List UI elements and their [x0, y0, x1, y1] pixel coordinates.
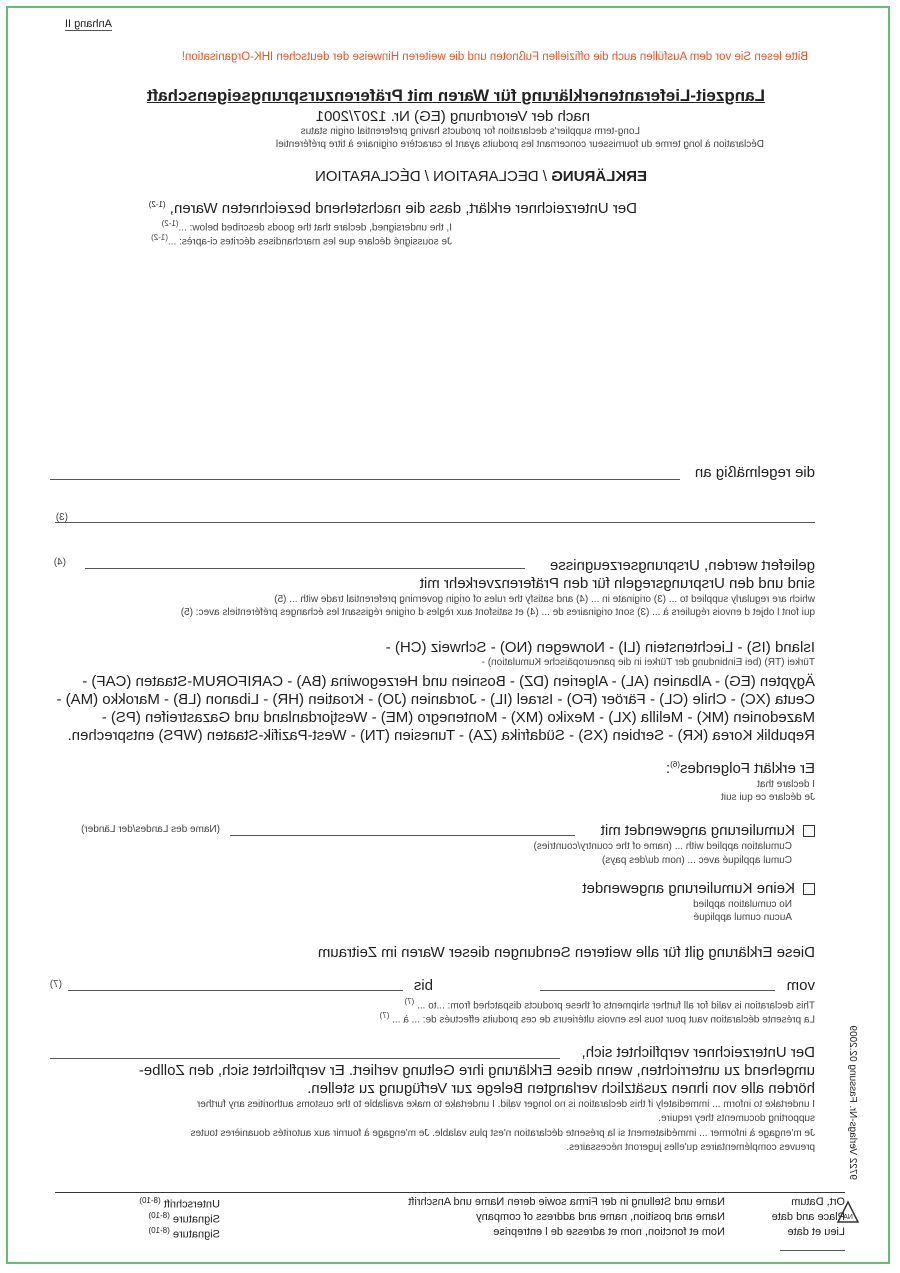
to-label: bis [413, 977, 433, 994]
country-line-4: Ceuta (XC) - Chile (CL) - Färöer (FO) - Israel (IL) - Jordanien (JO) - Kroatien (HR) - Libanon (LB) - Marokko (MA) - [56, 691, 815, 708]
intro-fr-text: Je soussigné déclare que les marchandises décrites ci-après: ... [167, 236, 452, 248]
validity-fr-footnote: (7) [379, 1011, 390, 1020]
undertake-de-2: umgehend zu unterrichten, wenn diese Erklärung ihre Geltung verliert. Er verpflichtet sich, den Zollbe- [138, 1062, 815, 1079]
sig-sign-fr [149, 1226, 221, 1241]
footnote-7: (7) [49, 979, 62, 990]
sig-name-de: Name und Stellung in der Firma sowie deren Name und Anschrift [408, 1196, 725, 1208]
date-underline [780, 1250, 845, 1251]
sig-sign-de-text: Unterschrift [163, 1198, 220, 1211]
recipient-detail-line[interactable] [55, 522, 815, 523]
sig-sign-fr-text: Signature [172, 1228, 220, 1241]
cumulation-fr: Cumul appliqué avec ... (nom du/des pays) [601, 855, 792, 866]
intro-en-text: I, the undersigned, declare that the goods described below: ... [178, 222, 452, 234]
declaration-heading-rest: / DECLARATION / DÉCLARATION [315, 168, 552, 185]
sig-place-fr: Lieu et date [787, 1226, 845, 1238]
country-line-2: Türkei (TR) (bei Einbindung der Türkei in die paneuropäische Kumulation) - [481, 657, 815, 668]
undertake-de-3: hörden alle von ihnen zusätzlich verlangten Belege zur Verfügung zu stellen. [307, 1080, 815, 1097]
goods-description-area[interactable] [85, 250, 815, 450]
from-date-line[interactable] [540, 990, 775, 991]
inform-party-line[interactable] [50, 1058, 560, 1059]
form-subtitle-en: Long-term supplier's declaration for products having preferential origin status [300, 126, 640, 137]
sig-place-en: Place and date [771, 1211, 845, 1223]
intro-fr [151, 233, 452, 247]
intro-de-footnote: (1-2) [148, 200, 166, 209]
sig-name-fr: Nom et fonction, nom et adresse de l entreprise [493, 1226, 725, 1238]
sig-fn-3: (8-10) [148, 1226, 170, 1235]
sig-fn-1: (8-10) [139, 1196, 161, 1205]
origin-line[interactable] [85, 568, 525, 569]
undertake-en-1: I undertake to inform ... immediately if this declaration is no longer valid. I undertake to make available to the customs authorities any further [196, 1099, 815, 1110]
form-title: Langzeit-Lieferantenerklärung für Waren mit Präferenzursprungseigenschaft [146, 86, 765, 105]
declares-de-text: Er erklärt Folgendes [679, 760, 815, 777]
no-cumulation-label: Keine Kumulierung angewendet [582, 880, 795, 897]
rules-de: sind und den Ursprungsregeln für den Präferenzverkehr mit [419, 575, 815, 592]
no-cumulation-row [582, 880, 815, 897]
validity-en [404, 997, 815, 1011]
country-line-1: Island (IS) - Liechtenstein (LI) - Norwegen (NO) - Schweiz (CH) - [385, 639, 815, 656]
delivered-label: geliefert werden, Ursprungserzeugnisse [549, 557, 815, 574]
rules-fr: qui font l objet d envois réguliers à ... (3) sont originaires de ... (4) et satisfont aux règles d origine régissant les échanges préférentiels avec: (5) [180, 607, 815, 618]
validity-fr [380, 1011, 815, 1025]
cumulation-row [601, 822, 815, 839]
sig-name-en: Name and position, name and address of company [476, 1211, 725, 1223]
annex-label: Anhang II [64, 18, 112, 30]
intro-en [162, 219, 452, 233]
undertake-de-1: Der Unterzeichner verpflichtet sich, [581, 1044, 815, 1061]
recipient-line[interactable] [50, 479, 680, 480]
sig-sign-en-text: Signature [172, 1213, 220, 1226]
intro-en-footnote: (1-2) [161, 219, 179, 228]
footnote-4: (4) [53, 557, 66, 568]
sig-sign-en [149, 1211, 221, 1226]
cumulation-country-line[interactable] [230, 835, 575, 836]
cumulation-label: Kumulierung angewendet mit [600, 822, 795, 839]
no-cumulation-en: No cumulation applied [693, 899, 792, 910]
regular-label: die regelmäßig an [694, 464, 815, 481]
undertake-en-2: supporting documents they require. [658, 1113, 815, 1124]
sig-place-de: Ort, Datum [791, 1196, 845, 1208]
signature-line[interactable] [55, 1192, 845, 1193]
intro-de [149, 200, 637, 217]
no-cumulation-checkbox[interactable] [803, 883, 815, 895]
intro-fr-footnote: (1-2) [151, 233, 168, 242]
from-label: vom [786, 977, 815, 994]
country-line-3: Ägypten (EG) - Albanien (AL) - Algerien (DZ) - Bosnien und Herzegowina (BA) - CARIFORUM-Staaten (CAF) - [82, 673, 815, 690]
declares-fr: Je déclare ce qui suit [721, 792, 815, 803]
cumulation-en: Cumulation applied with ... (name of the country/countries) [533, 841, 792, 852]
declares-en: I declare that [757, 779, 815, 790]
no-cumulation-fr: Aucun cumul appliqué [693, 912, 792, 923]
undertake-fr-2: preuves complémentaires qu'elles jugeront nécessaires. [566, 1142, 815, 1153]
side-publisher-text: 9722 Verlags-Nr. Fassung 02.2009 [847, 1025, 858, 1180]
validity-en-footnote: (7) [404, 997, 415, 1006]
svg-text:NA: NA [843, 1214, 853, 1221]
validity-de: Diese Erklärung gilt für alle weiteren Sendungen dieser Waren im Zeitraum [317, 944, 815, 961]
publisher-logo-icon [836, 1200, 860, 1224]
cumulation-country-hint: (Name des Landes/der Länder) [81, 824, 220, 835]
validity-fr-text: La présente déclaration vaut pour tous les envois ultérieurs de ces produits effectués de: ... à ... [392, 1014, 815, 1026]
rules-en: which are regularly supplied to ... (3) originate in ... (4) and satisfy the rules of origin governing preferential trade with ... (5) [274, 594, 815, 605]
sig-fn-2: (8-10) [148, 1211, 170, 1220]
country-line-6: Republik Korea (KR) - Serbien (XS) - Südafrika (ZA) - Tunesien (TN) - West-Pazifik-Staaten (WPS) entsprechen. [67, 727, 815, 744]
form-subtitle: nach der Verordnung (EG) Nr. 1207/2001 [315, 108, 590, 125]
form-subtitle-fr: Déclaration à long terme du fournisseur concernant les produits ayant le caractère originaire à titre préférentiel [275, 139, 764, 150]
validity-en-text: This declaration is valid for all further shipments of these products dispatched from: ...to ... [417, 1000, 815, 1012]
cumulation-checkbox[interactable] [803, 825, 815, 837]
to-date-line[interactable] [68, 990, 403, 991]
undertake-fr-1: Je m'engage à informer ... immédiatement si la présente déclaration n'est plus valable. Je m'engage à fournir aux autorités douanières toutes [190, 1128, 815, 1139]
footnote-3: (3) [55, 512, 68, 523]
declaration-heading-bold: ERKLÄRUNG [551, 168, 647, 185]
intro-de-text: Der Unterzeichner erklärt, dass die nachstehend bezeichneten Waren, [169, 200, 637, 217]
declares-footnote: (6) [670, 760, 680, 769]
declares-de: Er erklärt Folgendes$^{(6)}$: [665, 760, 815, 777]
notice-text: Bitte lesen Sie vor dem Ausfüllen auch die offiziellen Fußnoten und die weiteren Hinweise der deutschen IHK-Organisation! [181, 51, 808, 63]
declaration-heading [315, 168, 647, 185]
sig-sign-de [139, 1196, 220, 1211]
country-line-5: Mazedonien (MK) - Melilla (XL) - Mexiko (MX) - Montenegro (ME) - Westjordanland und Gazastreifen (PS) - [101, 709, 815, 726]
